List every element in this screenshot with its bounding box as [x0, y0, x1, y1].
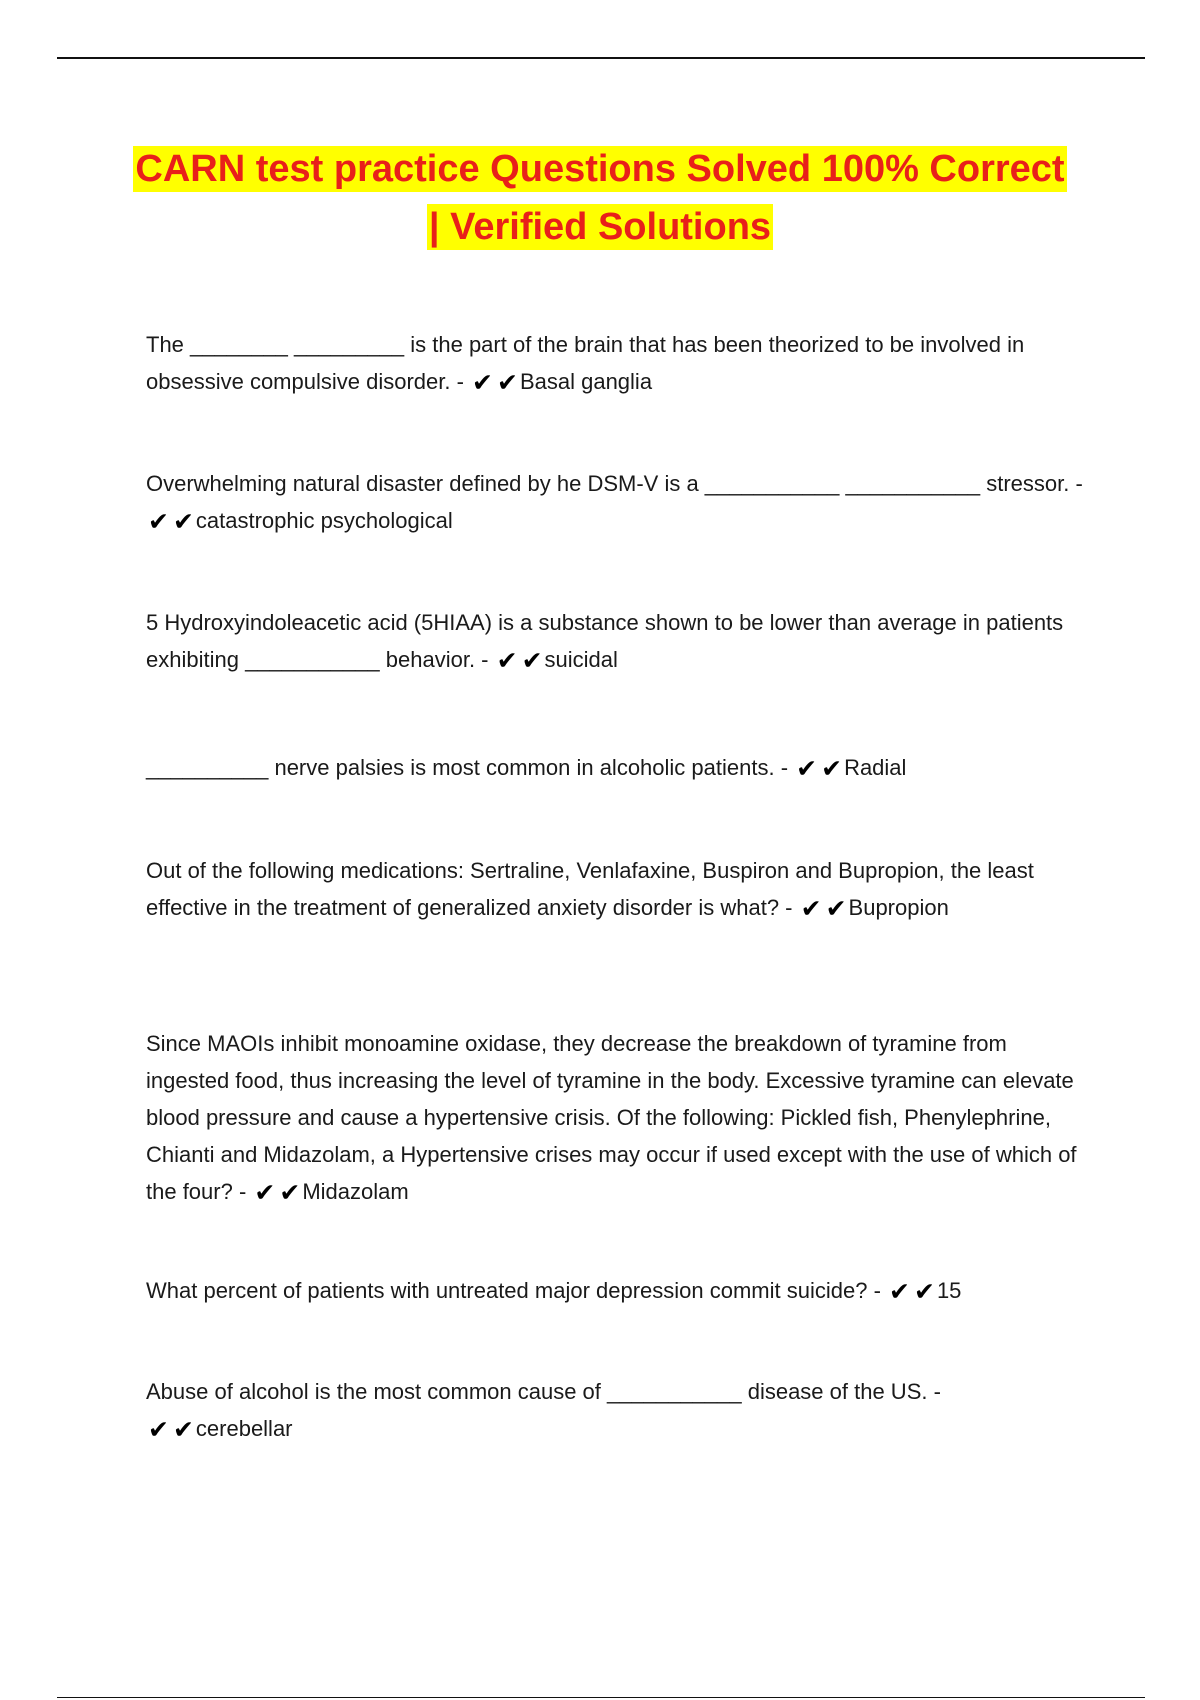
qa-item-2 [146, 465, 1086, 539]
check-icon: ✔ [821, 754, 843, 783]
check-icon: ✔ [472, 368, 493, 397]
answer-text: 15 [936, 1278, 962, 1303]
bottom-rule [57, 1697, 1145, 1698]
answer-text: Radial [844, 755, 907, 780]
question-text: Abuse of alcohol is the most common cause of ___________ disease of the US. - [146, 1379, 941, 1404]
check-icon: ✔ [825, 894, 847, 923]
question-text: __________ nerve palsies is most common in alcoholic patients. - [146, 755, 789, 780]
qa-item-8 [146, 1373, 1086, 1447]
check-icon: ✔ [172, 507, 194, 536]
check-icon: ✔ [497, 368, 518, 397]
qa-item-7 [146, 1272, 1086, 1309]
check-icon: ✔ [148, 507, 169, 536]
qa-item-5 [146, 852, 1086, 926]
top-rule [57, 57, 1145, 59]
check-icon: ✔ [496, 646, 518, 675]
check-icon: ✔ [889, 1277, 910, 1306]
check-icon: ✔ [800, 894, 822, 923]
title-line-2: | Verified Solutions [428, 206, 772, 248]
check-icon: ✔ [279, 1178, 301, 1207]
question-text: Out of the following medications: Sertraline, Venlafaxine, Buspiron and Bupropion, the least effective in the treatment of generalized anxiety disorder is what? - [146, 858, 1034, 920]
document-title [60, 140, 1140, 256]
answer-text: Basal ganglia [519, 369, 653, 394]
answer-text: cerebellar [195, 1416, 293, 1441]
check-icon: ✔ [521, 646, 543, 675]
answer-text: catastrophic psychological [195, 508, 453, 533]
question-text: The ________ _________ is the part of the brain that has been theorized to be involved in obsessive compulsive disorder. - [146, 332, 1025, 394]
qa-item-1 [146, 326, 1086, 400]
qa-item-3 [146, 604, 1086, 678]
question-text: Since MAOIs inhibit monoamine oxidase, they decrease the breakdown of tyramine from ingested food, thus increasing the level of tyramine in the body. Excessive tyramine can elevate blood pressure and cause a hypertensive crisis. Of the following: Pickled fish, Phenylephrine, Chianti and Midazolam, a Hypertensive crises may occur if used except with the use of which of the four? - [146, 1031, 1077, 1204]
title-line-1: CARN test practice Questions Solved 100% Correct [135, 148, 1065, 190]
check-icon: ✔ [148, 1415, 169, 1444]
question-text: 5 Hydroxyindoleacetic acid (5HIAA) is a substance shown to be lower than average in patients exhibiting ___________ behavior. - [146, 610, 1064, 672]
qa-item-6 [146, 1025, 1086, 1210]
check-icon: ✔ [254, 1178, 276, 1207]
check-icon: ✔ [796, 754, 818, 783]
check-icon: ✔ [913, 1277, 935, 1306]
qa-item-4 [146, 749, 1086, 786]
question-text: What percent of patients with untreated major depression commit suicide? - [146, 1278, 881, 1303]
answer-text: Bupropion [848, 895, 949, 920]
check-icon: ✔ [172, 1415, 194, 1444]
answer-text: Midazolam [302, 1179, 409, 1204]
question-text: Overwhelming natural disaster defined by he DSM-V is a ___________ ___________ stressor. - [146, 471, 1083, 496]
answer-text: suicidal [544, 647, 618, 672]
